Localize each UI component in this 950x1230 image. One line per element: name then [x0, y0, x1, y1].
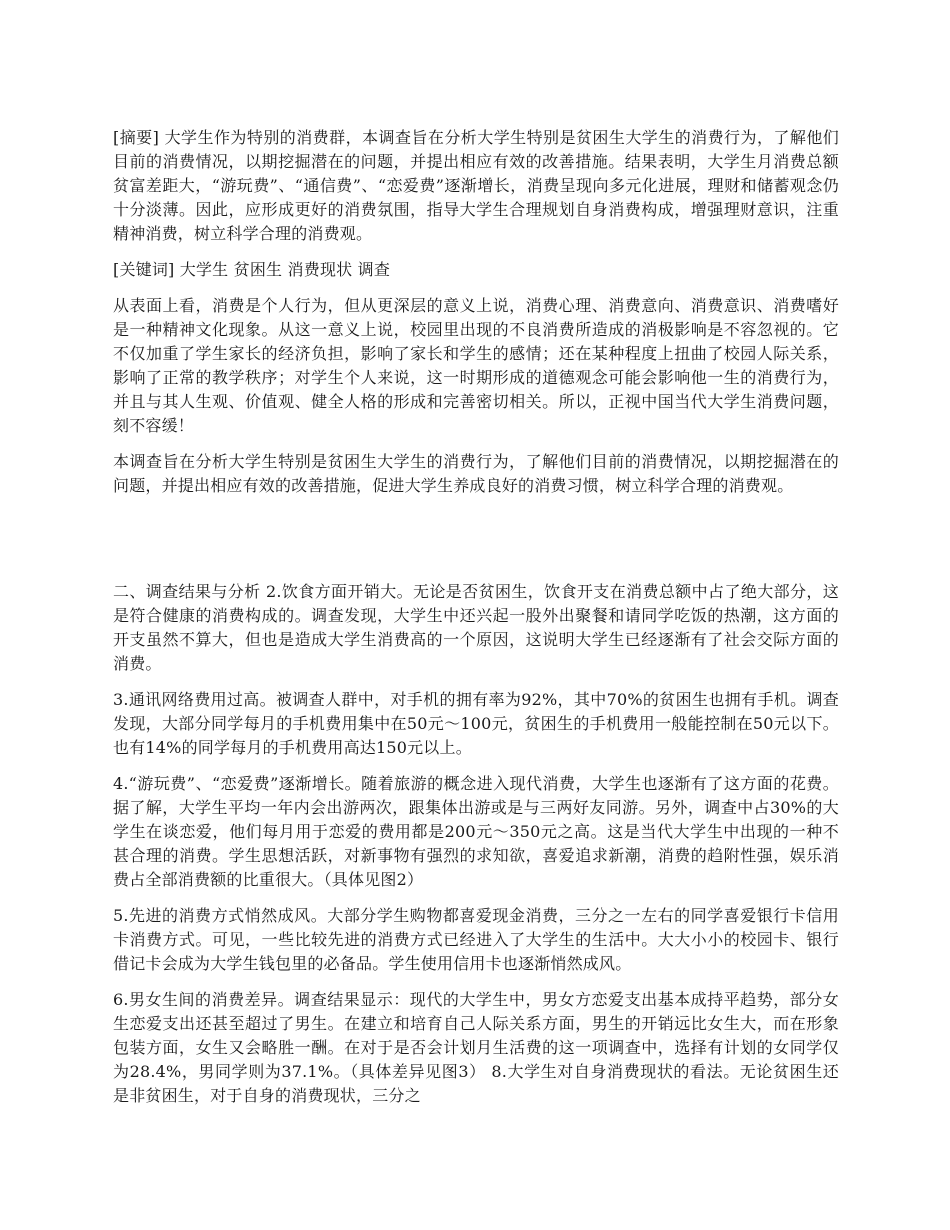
- section-spacer: [113, 510, 839, 580]
- intro-paragraph-2: 本调查旨在分析大学生特别是贫困生大学生的消费行为，了解他们目前的消费情况，以期挖掘潜在的问题，并提出相应有效的改善措施，促进大学生养成良好的消费习惯，树立科学合理的消费观。: [113, 452, 839, 495]
- item-6-paragraph: 6.男女生间的消费差异。调查结果显示：现代的大学生中，男女方恋爱支出基本成持平趋势，部分女生恋爱支出还甚至超过了男生。在建立和培育自己人际关系方面，男生的开销远比女生大，而在形象包装方面，女生又会略胜一酬。在对于是否会计划月生活费的这一项调查中，选择有计划的女同学仅为28.4%，男同学则为37.1%。（具体差异见图3） 8.大学生对自身消费现状的看法。无论贫困生还是非贫困生，对于自身的消费现状，三分之: [113, 990, 839, 1105]
- item-3-paragraph: 3.通讯网络费用过高。被调查人群中，对手机的拥有率为92%，其中70%的贫困生也拥有手机。调查发现，大部分同学每月的手机费用集中在50元～100元，贫困生的手机费用一般能控制在50元以下。也有14%的同学每月的手机费用高达150元以上。: [113, 690, 839, 757]
- item-4-paragraph: 4.“游玩费”、“恋爱费”逐渐增长。随着旅游的概念进入现代消费，大学生也逐渐有了这方面的花费。据了解，大学生平均一年内会出游两次，跟集体出游或是与三两好友同游。另外，调查中占30%的大学生在谈恋爱，他们每月用于恋爱的费用都是200元～350元之高。这是当代大学生中出现的一种不甚合理的消费。学生思想活跃，对新事物有强烈的求知欲，喜爱追求新潮，消费的趋附性强，娱乐消费占全部消费额的比重很大。（具体见图2）: [113, 774, 839, 889]
- item-5-paragraph: 5.先进的消费方式悄然成风。大部分学生购物都喜爱现金消费，三分之一左右的同学喜爱银行卡信用卡消费方式。可见，一些比较先进的消费方式已经进入了大学生的生活中。大大小小的校园卡、银行借记卡会成为大学生钱包里的必备品。学生使用信用卡也逐渐悄然成风。: [113, 906, 839, 973]
- keywords-paragraph: [关键词] 大学生 贫困生 消费现状 调查: [113, 260, 391, 279]
- intro-paragraph-1: 从表面上看，消费是个人行为，但从更深层的意义上说，消费心理、消费意向、消费意识、消费嗜好是一种精神文化现象。从这一意义上说，校园里出现的不良消费所造成的消极影响是不容忽视的。它不仅加重了学生家长的经济负担，影响了家长和学生的感情；还在某种程度上扭曲了校园人际关系，影响了正常的教学秩序；对学生个人来说，这一时期形成的道德观念可能会影响他一生的消费行为，并且与其人生观、价值观、健全人格的形成和完善密切相关。所以，正视中国当代大学生消费问题，刻不容缓！: [113, 296, 839, 435]
- abstract-paragraph: [摘要] 大学生作为特别的消费群，本调查旨在分析大学生特别是贫困生大学生的消费行为，了解他们目前的消费情况，以期挖掘潜在的问题，并提出相应有效的改善措施。结果表明，大学生月消费总额贫富差距大，“游玩费”、“通信费”、“恋爱费”逐渐增长，消费呈现向多元化进展，理财和储蓄观念仍十分淡薄。因此，应形成更好的消费氛围，指导大学生合理规划自身消费构成，增强理财意识，注重精神消费，树立科学合理的消费观。: [113, 128, 839, 243]
- section-2-paragraph: 二、调查结果与分析 2.饮食方面开销大。无论是否贫困生，饮食开支在消费总额中占了绝大部分，这是符合健康的消费构成的。调查发现，大学生中还兴起一股外出聚餐和请同学吃饭的热潮，这方面的开支虽然不算大，但也是造成大学生消费高的一个原因，这说明大学生已经逐渐有了社会交际方面的消费。: [113, 582, 839, 673]
- document-body: [113, 126, 839, 1120]
